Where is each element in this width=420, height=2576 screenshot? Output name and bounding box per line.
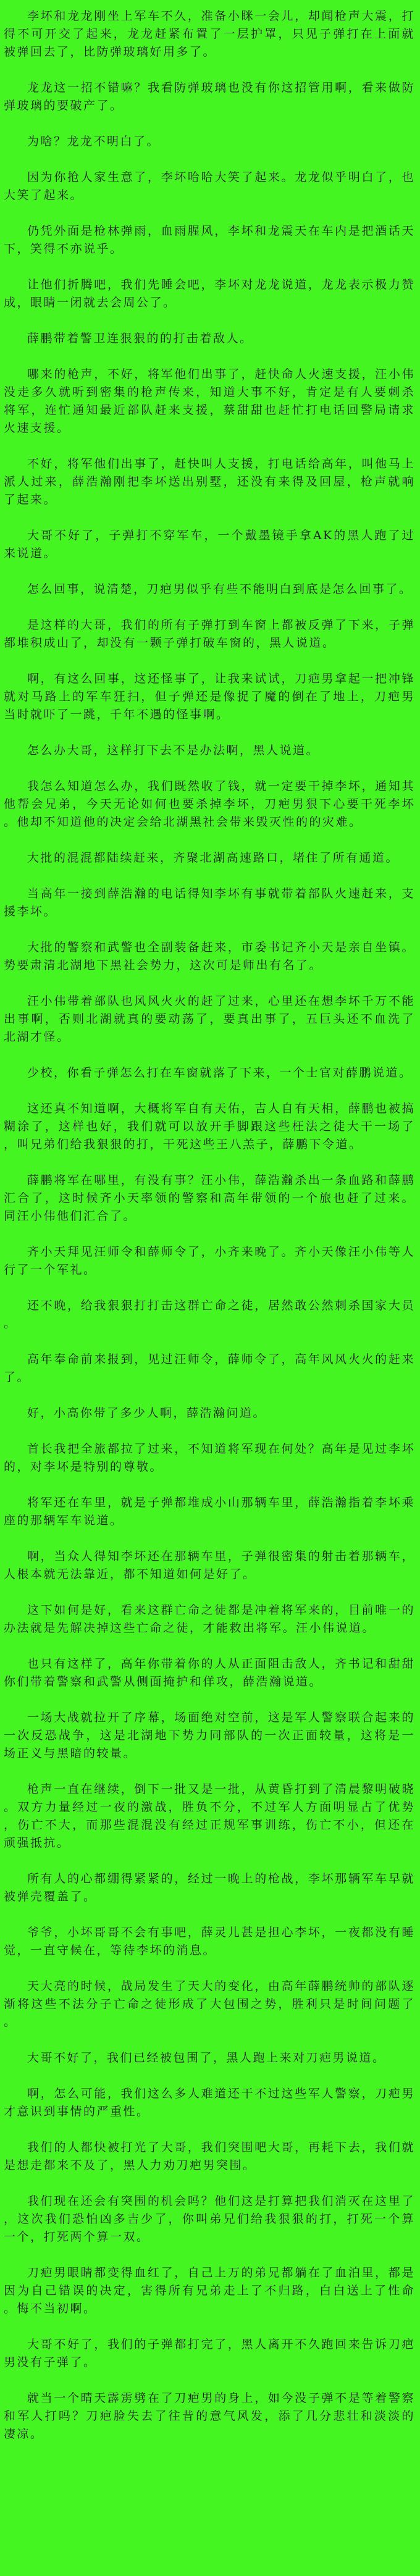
novel-paragraph: 这还真不知道啊，大概将军自有天佑，吉人自有天相，薛鹏也被搞糊涂了，这样也好，我们就可以放开手脚跟这些枉法之徒大干一场了，叫兄弟们给我狠狠的打，干死这些王八羔子，薛鹏下令道。 <box>4 1102 415 1151</box>
novel-paragraph: 大批的警察和武警也全副装备赶来，市委书记齐小天是亲自坐镇。势要肃清北湖地下黑社会势力，这次可是师出有名了。 <box>4 941 415 972</box>
novel-paragraph: 啊，当众人得知李坏还在那辆车里，子弹很密集的射击着那辆车，人根本就无法靠近，都不知道如何是好了。 <box>4 1550 415 1581</box>
novel-paragraph: 薛鹏带着警卫连狠狠的的打击着敌人。 <box>27 332 253 345</box>
novel-paragraph: 所有人的心都绷得紧紧的，经过一晚上的枪战，李坏那辆军车早就被弹壳覆盖了。 <box>4 1872 415 1903</box>
novel-paragraph: 首长我把全旅都拉了过来，不知道将军现在何处？高年是见过李坏的，对李坏是特别的尊敬。 <box>4 1442 415 1474</box>
novel-paragraph: 薛鹏将军在哪里，有没有事？汪小伟，薛浩瀚杀出一条血路和薛鹏汇合了，这时候齐小天率领的警察和高年带领的一个旅也赶了过来。同汪小伟他们汇合了。 <box>4 1173 415 1223</box>
novel-paragraph: 大哥不好了，我们已经被包围了，黑人跑上来对刀疤男说道。 <box>27 2051 386 2065</box>
novel-paragraph: 我怎么知道怎么办，我们既然收了钱，就一定要干掉李坏，通知其他帮会兄弟，今天无论如何也要杀掉李坏，刀疤男狠下心要干死李坏。他却不知道他的决定会给北湖黑社会带来毁灭性的的灾难。 <box>4 779 415 829</box>
novel-paragraph: 大哥不好了，子弹打不穿军车，一个戴墨镜手拿AK的黑人跑了过来说道。 <box>4 529 415 560</box>
novel-paragraph: 好，小高你带了多少人啊，薛浩瀚问道。 <box>27 1406 267 1420</box>
novel-paragraph: 一场大战就拉开了序幕，场面绝对空前，这是军人警察联合起来的一次反恐战争，这是北湖地下势力同部队的一次正面较量，这将是一场正义与黑暗的较量。 <box>4 1711 415 1760</box>
novel-paragraph: 龙龙这一招不错嘛？我看防弹玻璃也没有你这招管用啊，看来做防弹玻璃的要破产了。 <box>4 81 415 112</box>
novel-paragraph: 让他们折腾吧，我们先睡会吧，李坏对龙龙说道，龙龙表示极力赞成，眼睛一闭就去会周公了。 <box>4 278 415 309</box>
novel-paragraph: 我们现在还会有突围的机会吗？他们这是打算把我们消灭在这里了，这次我们恐怕凶多吉少了，你叫弟兄们给我狠狠的打，打死一个算一个，打死两个算一双。 <box>4 2194 415 2244</box>
novel-paragraph: 枪声一直在继续，倒下一批又是一批，从黄昏打到了清晨黎明破晓。双方力量经过一夜的激战，胜负不分，不过军人方面明显占了优势，伤亡不大，而那些混混没有经过正规军事训练，伤亡不小，但还在顽强抵抗。 <box>4 1782 415 1850</box>
novel-paragraph: 将军还在车里，就是子弹都堆成小山那辆车里，薛浩瀚指着李坏乘座的那辆军车说道。 <box>4 1496 415 1527</box>
novel-paragraph: 因为你抢人家生意了，李坏哈哈大笑了起来。龙龙似乎明白了，也大笑了起来。 <box>4 170 415 202</box>
novel-paragraph: 是这样的大哥，我们的所有子弹打到车窗上都被反弹了下来，子弹都堆积成山了，却没有一颗子弹打破车窗的，黑人说道。 <box>4 618 415 650</box>
novel-paragraph: 爷爷，小坏哥哥不会有事吧，薛灵儿甚是担心李坏，一夜都没有睡觉，一直守候在，等待李坏的消息。 <box>4 1926 415 1957</box>
novel-paragraph: 李坏和龙龙刚坐上军车不久，准备小眯一会儿，却闻枪声大震，打得不可开交了起来，龙龙赶紧布置了一层护罩，只见子弹打在上面就被弹回去了，比防弹玻璃好用多了。 <box>4 9 415 59</box>
novel-paragraph: 还不晚，给我狠狠打打击这群亡命之徒，居然敢公然刺杀国家大员。 <box>4 1299 415 1330</box>
novel-paragraph: 为啥？龙龙不明白了。 <box>27 135 161 148</box>
novel-paragraph: 高年奉命前来报到，见过汪师令，薛师令了，高年风风火火的赶来了。 <box>4 1353 415 1384</box>
novel-paragraph: 啊，怎么可能，我们这么多人难道还干不过这些军人警察，刀疤男才意识到事情的严重性。 <box>4 2087 415 2118</box>
novel-paragraph: 就当一个晴天霹雳劈在了刀疤男的身上，如今没子弹不是等着警察和军人打吗？刀疤脸失去了往昔的意气风发，添了几分悲壮和淡淡的凄凉。 <box>4 2391 415 2441</box>
novel-text-body <box>4 7 415 2443</box>
novel-paragraph: 大哥不好了，我们的子弹都打完了，黑人离开不久跑回来告诉刀疤男没有子弹了。 <box>4 2338 415 2369</box>
novel-paragraph: 怎么回事，说清楚，刀疤男似乎有些不能明白到底是怎么回事了。 <box>27 582 413 596</box>
novel-paragraph: 啊，有这么回事，这还怪事了，让我来试试，刀疤男拿起一把冲锋就对马路上的军车狂扫，但子弹还是像捉了魔的倒在了地上，刀疤男当时就吓了一跳，千年不遇的怪事啊。 <box>4 672 415 721</box>
novel-paragraph: 当高年一接到薛浩瀚的电话得知李坏有事就带着部队火速赶来，支援李坏。 <box>4 887 415 918</box>
novel-paragraph: 仍凭外面是枪林弹雨，血雨腥风，李坏和龙震天在车内是把酒话天下，笑得不亦说乎。 <box>4 224 415 256</box>
novel-paragraph: 汪小伟带着部队也风风火火的赶了过来，心里还在想李坏千万不能出事啊，否则北湖就真的要动荡了，要真出事了，五巨头还不血洗了北湖才怪。 <box>4 994 415 1044</box>
novel-paragraph: 怎么办大哥，这样打下去不是办法啊，黑人说道。 <box>27 744 320 757</box>
novel-paragraph: 也只有这样了，高年你带着你的人从正面阻击敌人，齐书记和甜甜你们带着警察和武警从侧面掩护和佯攻，薛浩瀚说道。 <box>4 1657 415 1689</box>
novel-paragraph: 哪来的枪声，不好，将军他们出事了，赶快命人火速支援，汪小伟没走多久就听到密集的枪声传来，知道大事不好，肯定是有人要刺杀将军，连忙通知最近部队赶来支援，蔡甜甜也赶忙打电话回警局请求火速支援。 <box>4 367 415 435</box>
novel-paragraph: 天大亮的时候，战局发生了天大的变化，由高年薛鹏统帅的部队逐渐将这些不法分子亡命之徒形成了大包围之势，胜利只是时间问题了。 <box>4 1979 415 2029</box>
novel-paragraph: 大批的混混都陆续赶来，齐聚北湖高速路口，堵住了所有通道。 <box>27 851 400 865</box>
novel-paragraph: 我们的人都快被打光了大哥，我们突围吧大哥，再耗下去，我们就是想走都来不及了，黑人力劝刀疤男突围。 <box>4 2141 415 2172</box>
novel-paragraph: 刀疤男眼睛都变得血红了，自己上万的弟兄都躺在了血泊里，都是因为自己错误的决定，害得所有兄弟走上了不归路，白白送上了性命。悔不当初啊。 <box>4 2266 415 2315</box>
novel-paragraph: 这下如何是好，看来这群亡命之徒都是冲着将军来的，目前唯一的办法就是先解决掉这些亡命之徒，才能救出将军。汪小伟说道。 <box>4 1603 415 1635</box>
novel-paragraph: 齐小天拜见汪师令和薛师令了，小齐来晚了。齐小天像汪小伟等人行了一个军礼。 <box>4 1245 415 1277</box>
novel-paragraph: 少校，你看子弹怎么打在车窗就落了下来，一个士官对薛鹏说道。 <box>27 1066 413 1080</box>
novel-paragraph: 不好，将军他们出事了，赶快叫人支援，打电话给高年，叫他马上派人过来，薛浩瀚刚把李坏送出别墅，还没有来得及回屋，枪声就响了起来。 <box>4 457 415 506</box>
